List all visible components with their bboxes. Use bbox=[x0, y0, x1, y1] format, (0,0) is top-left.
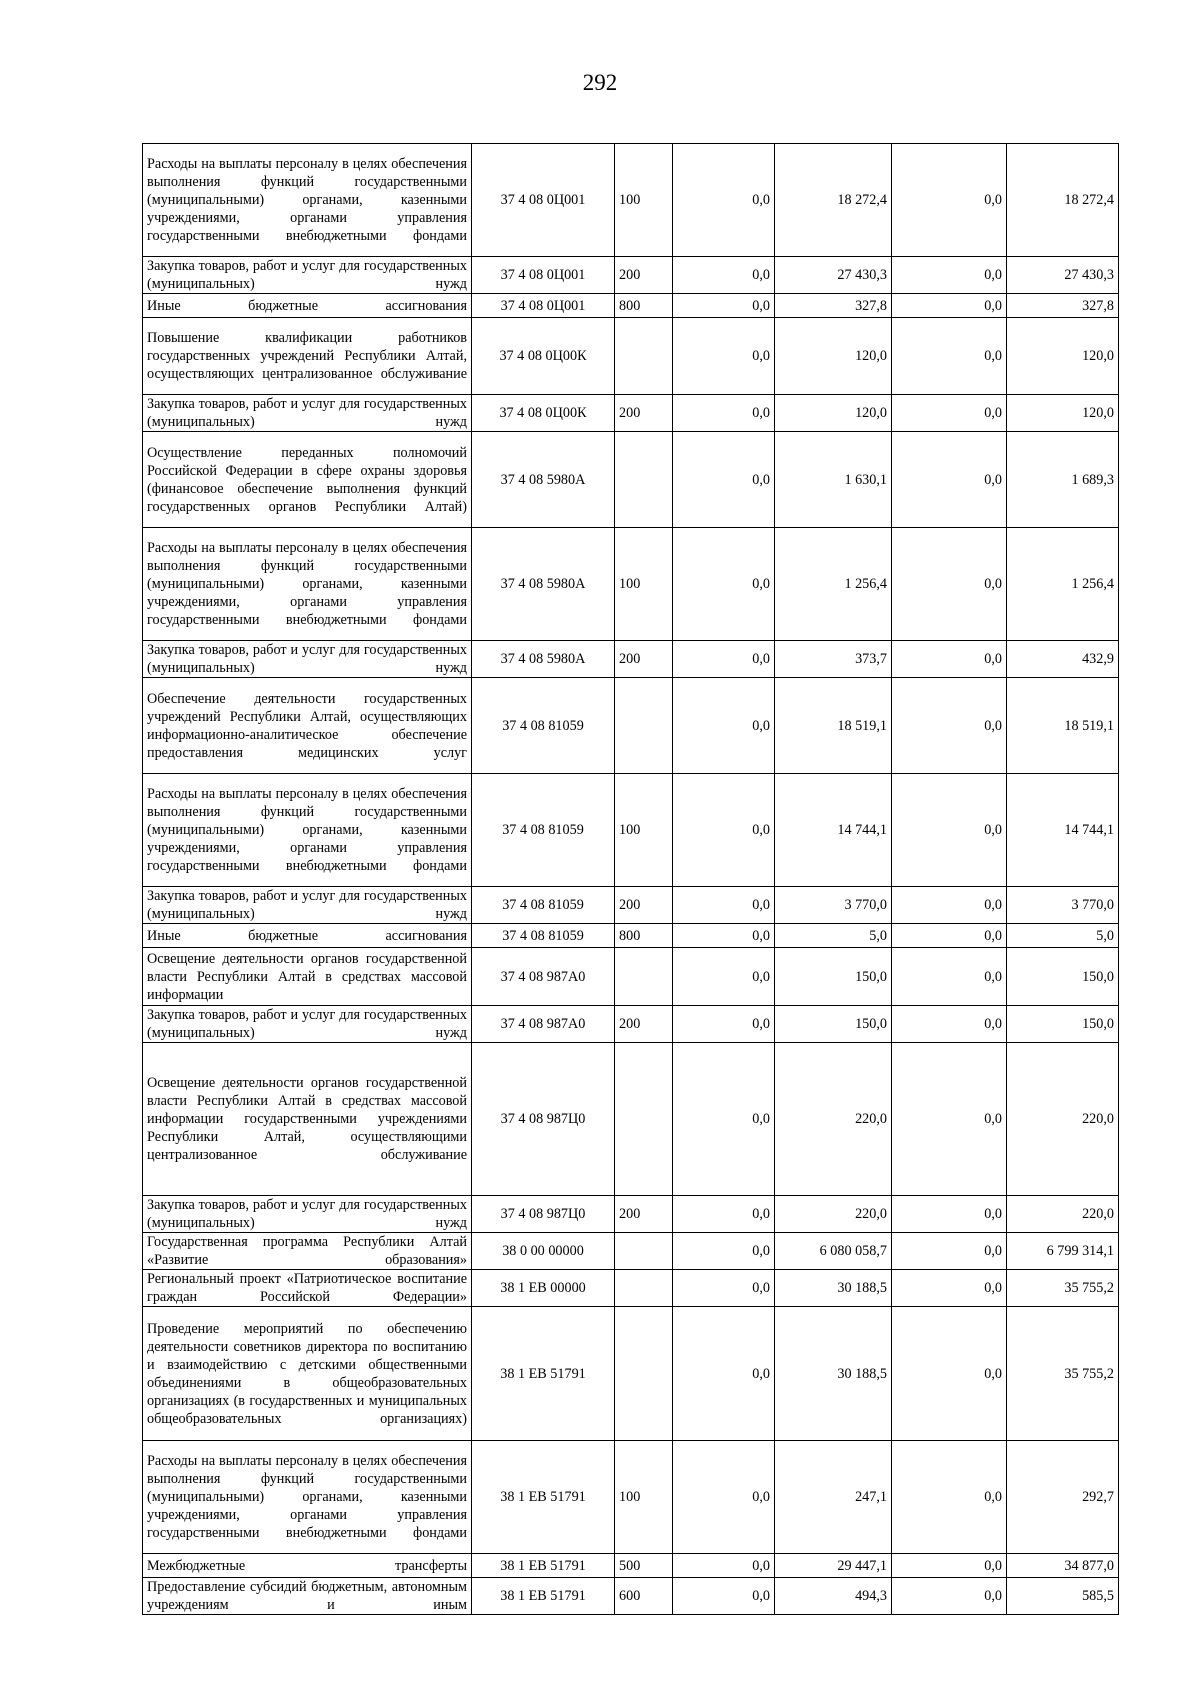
row-description: Обеспечение деятельности государственных учреждений Республики Алтай, осуществляющих информационно-аналитическое обеспечение предоставления медицинских услуг bbox=[143, 678, 472, 774]
row-value-1: 0,0 bbox=[673, 1441, 775, 1554]
table-row bbox=[143, 641, 1119, 678]
row-value-4: 150,0 bbox=[1007, 948, 1119, 1006]
row-target-code: 38 1 ЕВ 51791 bbox=[472, 1441, 615, 1554]
row-value-1: 0,0 bbox=[673, 678, 775, 774]
row-description: Закупка товаров, работ и услуг для государственных (муниципальных) нужд bbox=[143, 257, 472, 294]
row-description: Повышение квалификации работников государственных учреждений Республики Алтай, осуществляющих централизованное обслуживание bbox=[143, 318, 472, 395]
row-target-code: 37 4 08 5980А bbox=[472, 641, 615, 678]
row-value-3: 0,0 bbox=[892, 1270, 1007, 1307]
row-target-code: 37 4 08 0Ц001 bbox=[472, 257, 615, 294]
row-target-code: 37 4 08 987А0 bbox=[472, 948, 615, 1006]
table-row bbox=[143, 1441, 1119, 1554]
row-value-1: 0,0 bbox=[673, 948, 775, 1006]
row-value-4: 18 519,1 bbox=[1007, 678, 1119, 774]
table-row bbox=[143, 948, 1119, 1006]
row-value-2: 30 188,5 bbox=[775, 1307, 892, 1441]
row-expense-type bbox=[615, 1233, 673, 1270]
row-value-1: 0,0 bbox=[673, 1196, 775, 1233]
row-value-4: 3 770,0 bbox=[1007, 887, 1119, 924]
row-value-3: 0,0 bbox=[892, 294, 1007, 318]
table-row bbox=[143, 144, 1119, 257]
row-description: Закупка товаров, работ и услуг для государственных (муниципальных) нужд bbox=[143, 887, 472, 924]
row-value-4: 1 256,4 bbox=[1007, 528, 1119, 641]
row-value-3: 0,0 bbox=[892, 924, 1007, 948]
row-value-1: 0,0 bbox=[673, 1270, 775, 1307]
row-expense-type: 100 bbox=[615, 144, 673, 257]
row-value-2: 247,1 bbox=[775, 1441, 892, 1554]
row-description: Расходы на выплаты персоналу в целях обеспечения выполнения функций государственными (муниципальными) органами, казенными учреждениями, органами управления государственными внебюджетными фондами bbox=[143, 1441, 472, 1554]
row-value-2: 120,0 bbox=[775, 395, 892, 432]
row-expense-type: 100 bbox=[615, 528, 673, 641]
row-value-2: 220,0 bbox=[775, 1043, 892, 1196]
table-row bbox=[143, 294, 1119, 318]
row-value-1: 0,0 bbox=[673, 1578, 775, 1615]
row-value-2: 1 256,4 bbox=[775, 528, 892, 641]
row-value-2: 27 430,3 bbox=[775, 257, 892, 294]
row-value-1: 0,0 bbox=[673, 1233, 775, 1270]
row-value-2: 30 188,5 bbox=[775, 1270, 892, 1307]
row-description: Закупка товаров, работ и услуг для государственных (муниципальных) нужд bbox=[143, 641, 472, 678]
row-expense-type bbox=[615, 1043, 673, 1196]
row-target-code: 37 4 08 0Ц00К bbox=[472, 395, 615, 432]
table-row bbox=[143, 887, 1119, 924]
table-row bbox=[143, 1270, 1119, 1307]
row-value-3: 0,0 bbox=[892, 528, 1007, 641]
table-row bbox=[143, 318, 1119, 395]
row-target-code: 37 4 08 81059 bbox=[472, 887, 615, 924]
row-value-1: 0,0 bbox=[673, 887, 775, 924]
table-row bbox=[143, 1307, 1119, 1441]
row-value-2: 150,0 bbox=[775, 948, 892, 1006]
row-value-2: 1 630,1 bbox=[775, 432, 892, 528]
row-target-code: 38 0 00 00000 bbox=[472, 1233, 615, 1270]
row-target-code: 37 4 08 0Ц001 bbox=[472, 144, 615, 257]
row-value-3: 0,0 bbox=[892, 1233, 1007, 1270]
row-value-4: 585,5 bbox=[1007, 1578, 1119, 1615]
row-value-1: 0,0 bbox=[673, 257, 775, 294]
row-value-3: 0,0 bbox=[892, 144, 1007, 257]
row-value-2: 3 770,0 bbox=[775, 887, 892, 924]
row-value-3: 0,0 bbox=[892, 678, 1007, 774]
row-description: Региональный проект «Патриотическое воспитание граждан Российской Федерации» bbox=[143, 1270, 472, 1307]
row-value-1: 0,0 bbox=[673, 395, 775, 432]
row-description: Иные бюджетные ассигнования bbox=[143, 294, 472, 318]
row-expense-type: 200 bbox=[615, 257, 673, 294]
row-target-code: 38 1 ЕВ 00000 bbox=[472, 1270, 615, 1307]
row-description: Расходы на выплаты персоналу в целях обеспечения выполнения функций государственными (муниципальными) органами, казенными учреждениями, органами управления государственными внебюджетными фондами bbox=[143, 774, 472, 887]
row-expense-type: 200 bbox=[615, 887, 673, 924]
row-value-4: 14 744,1 bbox=[1007, 774, 1119, 887]
table-body bbox=[143, 144, 1119, 1615]
row-expense-type: 100 bbox=[615, 1441, 673, 1554]
table-row bbox=[143, 1578, 1119, 1615]
row-value-3: 0,0 bbox=[892, 257, 1007, 294]
row-value-3: 0,0 bbox=[892, 318, 1007, 395]
row-value-1: 0,0 bbox=[673, 432, 775, 528]
row-value-1: 0,0 bbox=[673, 1006, 775, 1043]
row-value-4: 220,0 bbox=[1007, 1043, 1119, 1196]
row-target-code: 37 4 08 0Ц00К bbox=[472, 318, 615, 395]
row-value-2: 120,0 bbox=[775, 318, 892, 395]
table-row bbox=[143, 432, 1119, 528]
row-expense-type: 200 bbox=[615, 641, 673, 678]
row-value-1: 0,0 bbox=[673, 294, 775, 318]
row-value-1: 0,0 bbox=[673, 1307, 775, 1441]
row-expense-type: 100 bbox=[615, 774, 673, 887]
row-expense-type bbox=[615, 678, 673, 774]
row-value-4: 5,0 bbox=[1007, 924, 1119, 948]
row-expense-type: 600 bbox=[615, 1578, 673, 1615]
row-value-1: 0,0 bbox=[673, 144, 775, 257]
row-value-3: 0,0 bbox=[892, 1441, 1007, 1554]
row-expense-type: 200 bbox=[615, 395, 673, 432]
row-value-4: 1 689,3 bbox=[1007, 432, 1119, 528]
table-row bbox=[143, 1043, 1119, 1196]
row-value-4: 150,0 bbox=[1007, 1006, 1119, 1043]
row-expense-type: 200 bbox=[615, 1006, 673, 1043]
row-description: Расходы на выплаты персоналу в целях обеспечения выполнения функций государственными (муниципальными) органами, казенными учреждениями, органами управления государственными внебюджетными фондами bbox=[143, 528, 472, 641]
row-value-3: 0,0 bbox=[892, 1006, 1007, 1043]
row-description: Осуществление переданных полномочий Российской Федерации в сфере охраны здоровья (финансовое обеспечение выполнения функций государственных органов Республики Алтай) bbox=[143, 432, 472, 528]
row-description: Закупка товаров, работ и услуг для государственных (муниципальных) нужд bbox=[143, 1196, 472, 1233]
row-value-4: 18 272,4 bbox=[1007, 144, 1119, 257]
budget-table bbox=[142, 143, 1119, 1615]
row-value-4: 120,0 bbox=[1007, 395, 1119, 432]
row-value-3: 0,0 bbox=[892, 641, 1007, 678]
row-target-code: 37 4 08 5980А bbox=[472, 432, 615, 528]
row-target-code: 38 1 ЕВ 51791 bbox=[472, 1554, 615, 1578]
row-value-4: 220,0 bbox=[1007, 1196, 1119, 1233]
row-target-code: 37 4 08 0Ц001 bbox=[472, 294, 615, 318]
row-value-1: 0,0 bbox=[673, 774, 775, 887]
row-target-code: 37 4 08 81059 bbox=[472, 678, 615, 774]
row-description: Межбюджетные трансферты bbox=[143, 1554, 472, 1578]
row-value-4: 34 877,0 bbox=[1007, 1554, 1119, 1578]
row-value-3: 0,0 bbox=[892, 948, 1007, 1006]
row-expense-type bbox=[615, 318, 673, 395]
row-value-2: 18 519,1 bbox=[775, 678, 892, 774]
row-value-3: 0,0 bbox=[892, 1307, 1007, 1441]
row-target-code: 38 1 ЕВ 51791 bbox=[472, 1578, 615, 1615]
table-row bbox=[143, 924, 1119, 948]
row-value-3: 0,0 bbox=[892, 1554, 1007, 1578]
row-value-1: 0,0 bbox=[673, 924, 775, 948]
page-number: 292 bbox=[582, 70, 618, 95]
row-value-3: 0,0 bbox=[892, 1196, 1007, 1233]
row-value-2: 150,0 bbox=[775, 1006, 892, 1043]
row-description: Освещение деятельности органов государственной власти Республики Алтай в средствах массовой информации государственными учреждениями Республики Алтай, осуществляющими централизованное обслуживание bbox=[143, 1043, 472, 1196]
row-value-3: 0,0 bbox=[892, 1578, 1007, 1615]
row-value-1: 0,0 bbox=[673, 318, 775, 395]
row-description: Проведение мероприятий по обеспечению деятельности советников директора по воспитанию и взаимодействию с детскими общественными объединениями в общеобразовательных организациях (в государственных и муниципальных общеобразовательных организациях) bbox=[143, 1307, 472, 1441]
row-value-2: 494,3 bbox=[775, 1578, 892, 1615]
row-expense-type bbox=[615, 1307, 673, 1441]
row-value-2: 29 447,1 bbox=[775, 1554, 892, 1578]
row-value-2: 220,0 bbox=[775, 1196, 892, 1233]
table-row bbox=[143, 1006, 1119, 1043]
table-row bbox=[143, 678, 1119, 774]
row-target-code: 37 4 08 81059 bbox=[472, 774, 615, 887]
table-row bbox=[143, 774, 1119, 887]
row-expense-type bbox=[615, 948, 673, 1006]
table-row bbox=[143, 395, 1119, 432]
row-value-2: 5,0 bbox=[775, 924, 892, 948]
row-target-code: 37 4 08 5980А bbox=[472, 528, 615, 641]
row-value-2: 14 744,1 bbox=[775, 774, 892, 887]
row-value-2: 6 080 058,7 bbox=[775, 1233, 892, 1270]
row-expense-type bbox=[615, 432, 673, 528]
row-description: Иные бюджетные ассигнования bbox=[143, 924, 472, 948]
row-value-1: 0,0 bbox=[673, 641, 775, 678]
table-row bbox=[143, 257, 1119, 294]
row-target-code: 37 4 08 81059 bbox=[472, 924, 615, 948]
row-description: Закупка товаров, работ и услуг для государственных (муниципальных) нужд bbox=[143, 395, 472, 432]
row-description: Предоставление субсидий бюджетным, автономным учреждениям и иным bbox=[143, 1578, 472, 1615]
table-row bbox=[143, 528, 1119, 641]
row-expense-type bbox=[615, 1270, 673, 1307]
row-expense-type: 200 bbox=[615, 1196, 673, 1233]
row-value-1: 0,0 bbox=[673, 1043, 775, 1196]
row-description: Расходы на выплаты персоналу в целях обеспечения выполнения функций государственными (муниципальными) органами, казенными учреждениями, органами управления государственными внебюджетными фондами bbox=[143, 144, 472, 257]
row-value-3: 0,0 bbox=[892, 887, 1007, 924]
row-target-code: 37 4 08 987А0 bbox=[472, 1006, 615, 1043]
row-value-3: 0,0 bbox=[892, 774, 1007, 887]
row-expense-type: 800 bbox=[615, 294, 673, 318]
table-row bbox=[143, 1233, 1119, 1270]
row-description: Государственная программа Республики Алтай «Развитие образования» bbox=[143, 1233, 472, 1270]
row-value-1: 0,0 bbox=[673, 528, 775, 641]
row-value-1: 0,0 bbox=[673, 1554, 775, 1578]
row-value-4: 327,8 bbox=[1007, 294, 1119, 318]
table-row bbox=[143, 1554, 1119, 1578]
row-description: Закупка товаров, работ и услуг для государственных (муниципальных) нужд bbox=[143, 1006, 472, 1043]
row-expense-type: 800 bbox=[615, 924, 673, 948]
row-value-3: 0,0 bbox=[892, 432, 1007, 528]
row-value-2: 327,8 bbox=[775, 294, 892, 318]
row-value-4: 6 799 314,1 bbox=[1007, 1233, 1119, 1270]
row-value-4: 27 430,3 bbox=[1007, 257, 1119, 294]
row-value-4: 120,0 bbox=[1007, 318, 1119, 395]
row-expense-type: 500 bbox=[615, 1554, 673, 1578]
row-target-code: 37 4 08 987Ц0 bbox=[472, 1196, 615, 1233]
row-value-4: 292,7 bbox=[1007, 1441, 1119, 1554]
row-target-code: 37 4 08 987Ц0 bbox=[472, 1043, 615, 1196]
row-value-3: 0,0 bbox=[892, 395, 1007, 432]
row-value-4: 432,9 bbox=[1007, 641, 1119, 678]
row-target-code: 38 1 ЕВ 51791 bbox=[472, 1307, 615, 1441]
row-value-2: 18 272,4 bbox=[775, 144, 892, 257]
row-description: Освещение деятельности органов государственной власти Республики Алтай в средствах массовой информации bbox=[143, 948, 472, 1006]
row-value-4: 35 755,2 bbox=[1007, 1307, 1119, 1441]
table-row bbox=[143, 1196, 1119, 1233]
row-value-2: 373,7 bbox=[775, 641, 892, 678]
row-value-3: 0,0 bbox=[892, 1043, 1007, 1196]
row-value-4: 35 755,2 bbox=[1007, 1270, 1119, 1307]
